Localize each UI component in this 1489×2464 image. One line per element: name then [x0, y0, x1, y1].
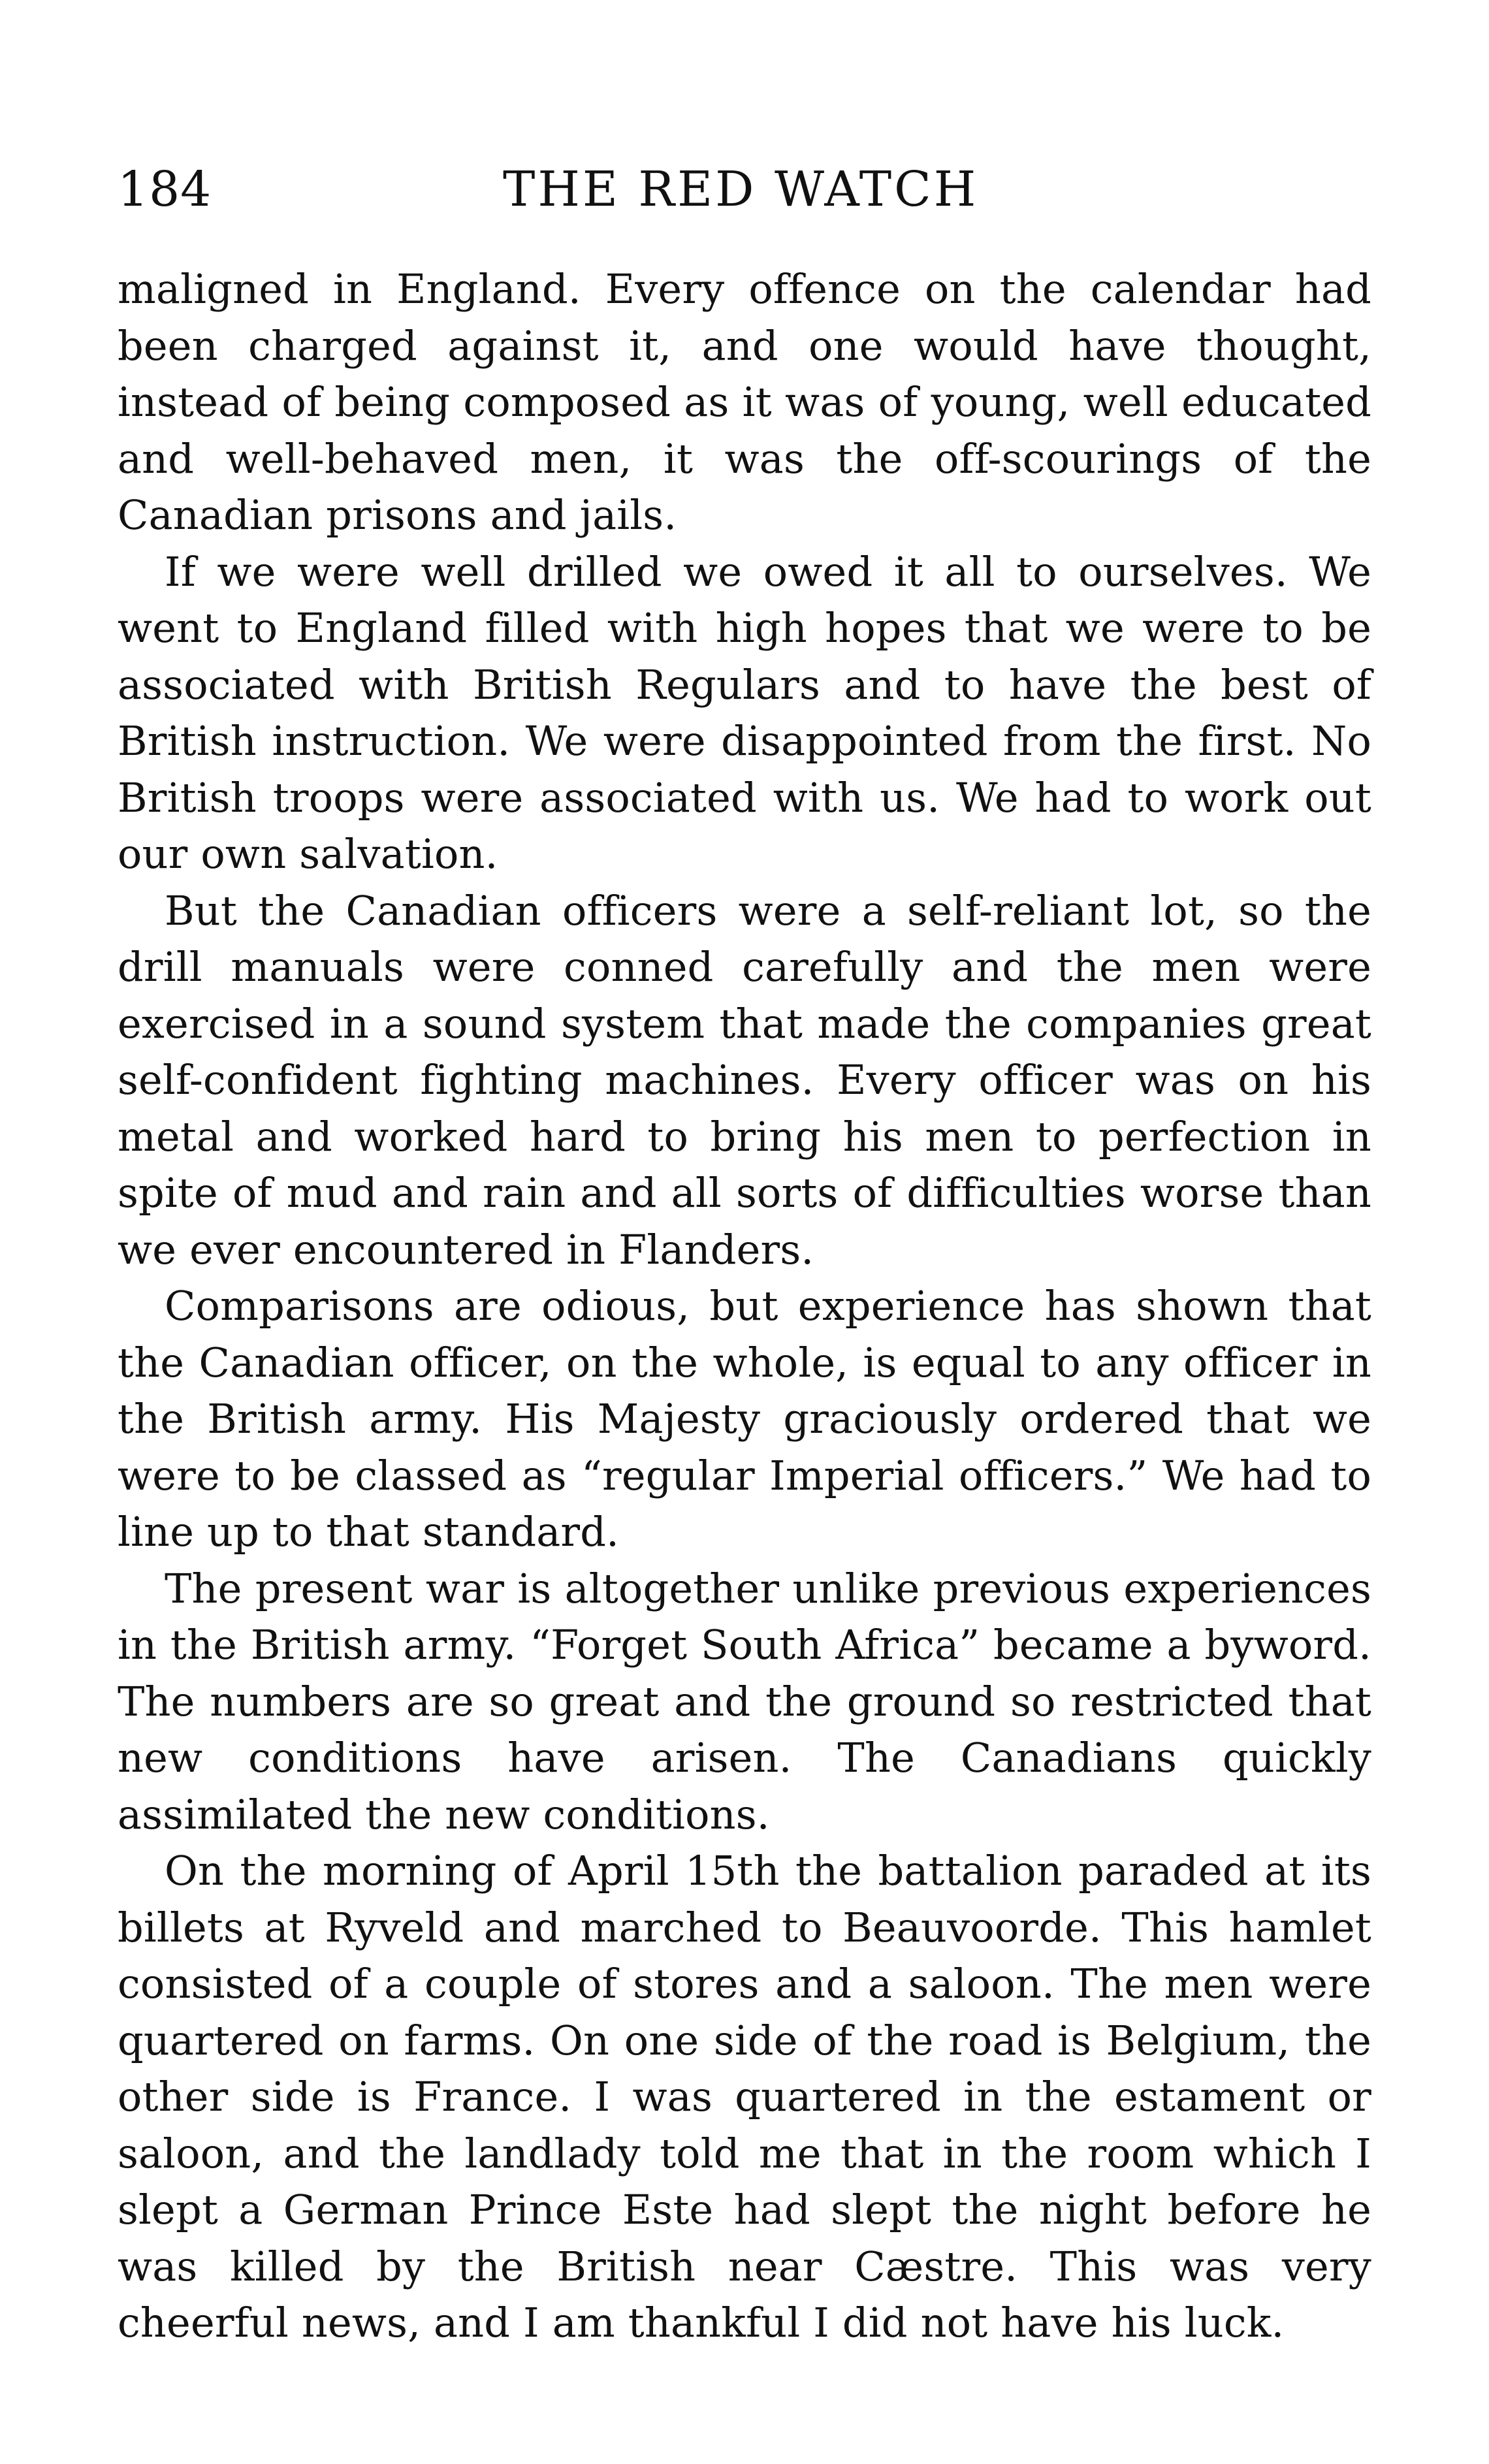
paragraph-drill: If we were well drilled we owed it all to ourselves. We went to England filled with high hopes that we were to be associated with British Regulars and to have the best of British instruction. We were disappointed from the first. No British troops were associated with us. We had to work out our own salvation. [118, 547, 1371, 878]
paragraph-officers: But the Canadian officers were a self-reliant lot, so the drill manuals were conned carefully and the men were exercised in a sound system that made the companies great self-confident fighting machines. Every officer was on his metal and worked hard to bring his men to perfection in spite of mud and rain and all sorts of difficulties worse than we ever encountered in Flanders. [118, 886, 1371, 1273]
running-title: THE RED WATCH [503, 161, 979, 217]
paragraph-beauvoorde: On the morning of April 15th the battalion paraded at its billets at Ryveld and marched to Beauvoorde. This hamlet consisted of a couple of stores and a saloon. The men were quartered on farms. On one side of the road is Belgium, the other side is France. I was quartered in the estament or saloon, and the landlady told me that in the room which I slept a German Prince Este had slept the night before he was killed by the British near Cæstre. This was very cheerful news, and I am thankful I did not have his luck. [118, 1847, 1371, 2346]
paragraph-continued: maligned in England. Every offence on the calendar had been charged against it, and one would have thought, instead of being composed as it was of young, well educated and well-behaved men, it was the off-scourings of the Canadian prisons and jails. [118, 265, 1371, 539]
page-number: 184 [118, 161, 212, 217]
paragraph-comparisons: Comparisons are odious, but experience has shown that the Canadian officer, on the whole, is equal to any officer in the British army. His Majesty graciously ordered that we were to be classed as “regular Imperial officers.” We had to line up to that standard. [118, 1282, 1371, 1556]
paragraph-present-war: The present war is altogether unlike previous experiences in the British army. “Forget South Africa” became a byword. The numbers are so great and the ground so restricted that new conditions have arisen. The Canadians quickly assimilated the new conditions. [118, 1564, 1371, 1838]
page-header [118, 157, 1371, 229]
body-text [118, 261, 1371, 2352]
